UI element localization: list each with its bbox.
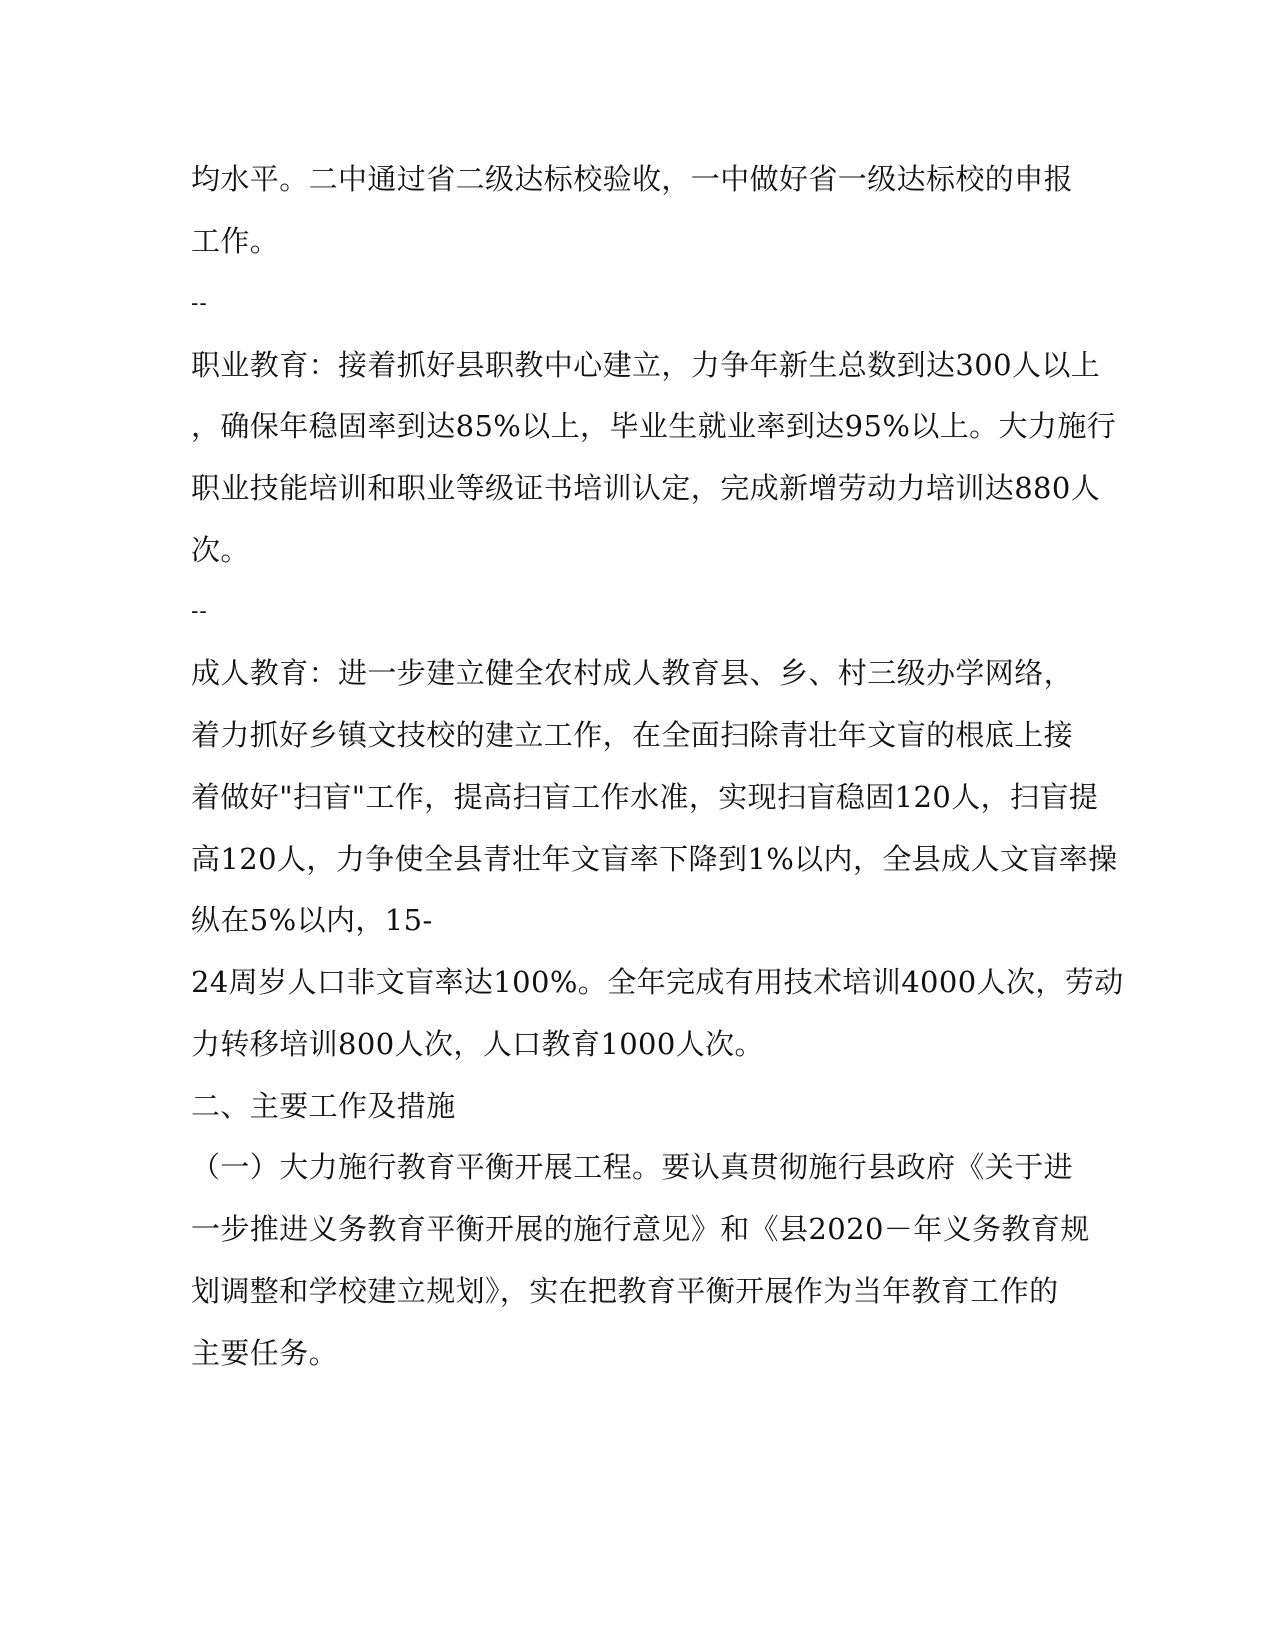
text-line: 均水平。二中通过省二级达标校验收，一中做好省一级达标校的申报 xyxy=(191,162,1074,196)
text-line: 着力抓好乡镇文技校的建立工作，在全面扫除青壮年文盲的根底上接 xyxy=(191,718,1074,752)
text-line: 力转移培训800人次，人口教育1000人次。 xyxy=(191,1027,764,1061)
text-line: 划调整和学校建立规划》，实在把教育平衡开展作为当年教育工作的 xyxy=(191,1274,1059,1308)
text-line: 工作。 xyxy=(191,224,280,258)
text-line: 高120人，力争使全县青壮年文盲率下降到1%以内，全县成人文盲率操 xyxy=(191,842,1118,876)
text-line: 成人教育：进一步建立健全农村成人教育县、乡、村三级办学网络， xyxy=(191,656,1074,690)
separator-line: -- xyxy=(191,291,208,316)
text-line: 一步推进义务教育平衡开展的施行意见》和《县2020－年义务教育规 xyxy=(191,1212,1090,1246)
text-line: 主要任务。 xyxy=(191,1336,339,1370)
text-line: 纵在5%以内，15- xyxy=(191,903,433,937)
text-line: （一）大力施行教育平衡开展工程。要认真贯彻施行县政府《关于进 xyxy=(191,1150,1074,1184)
text-line: 职业教育：接着抓好县职教中心建立，力争年新生总数到达300人以上 xyxy=(191,348,1101,382)
text-line: 着做好"扫盲"工作，提高扫盲工作水准，实现扫盲稳固120人，扫盲提 xyxy=(191,780,1099,814)
text-line: 次。 xyxy=(191,533,250,567)
text-line: ，确保年稳固率到达85%以上，毕业生就业率到达95%以上。大力施行 xyxy=(191,409,1117,443)
separator-line: -- xyxy=(191,599,208,624)
text-line: 职业技能培训和职业等级证书培训认定，完成新增劳动力培训达880人 xyxy=(191,471,1101,505)
text-line: 24周岁人口非文盲率达100%。全年完成有用技术培训4000人次，劳动 xyxy=(191,965,1124,999)
section-heading: 二、主要工作及措施 xyxy=(191,1089,456,1123)
